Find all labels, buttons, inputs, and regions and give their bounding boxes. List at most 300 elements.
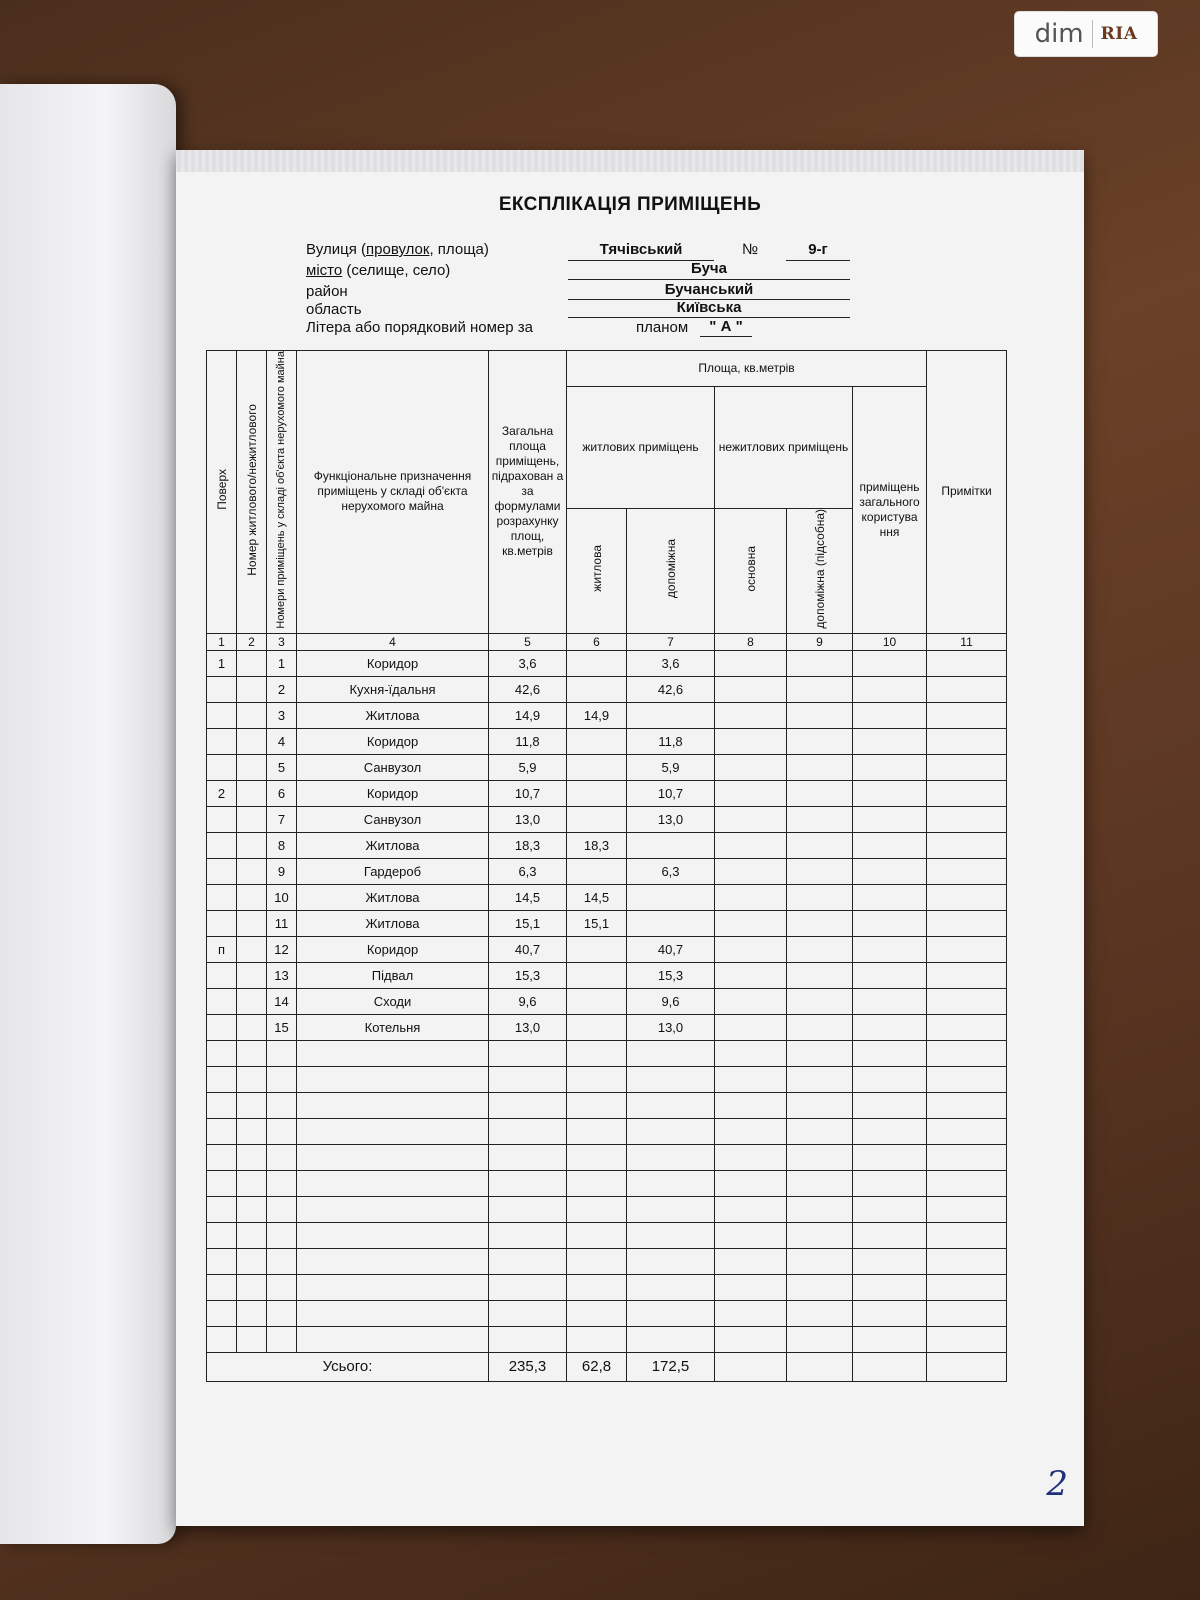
empty-cell [207, 1274, 237, 1300]
empty-cell [853, 832, 927, 858]
header-aux: допоміжна [627, 509, 715, 634]
function-cell: Житлова [297, 702, 489, 728]
empty-cell [267, 1170, 297, 1196]
empty-cell [787, 1300, 853, 1326]
room-number-cell: 3 [267, 702, 297, 728]
room-number-cell: 2 [267, 676, 297, 702]
header-main: основна [715, 509, 787, 634]
empty-cell [567, 1222, 627, 1248]
empty-cell [489, 1248, 567, 1274]
empty-cell [927, 1118, 1007, 1144]
floor-cell: 1 [207, 650, 237, 676]
empty-cell [715, 832, 787, 858]
empty-cell [715, 676, 787, 702]
empty-cell [207, 1040, 237, 1066]
number-label: № [742, 241, 759, 258]
empty-cell [787, 1118, 853, 1144]
empty-cell [927, 910, 1007, 936]
empty-cell [237, 988, 267, 1014]
street-label: Вулиця (провулок, площа) [306, 241, 489, 258]
header-residential-group: житлових приміщень [567, 387, 715, 509]
empty-cell [297, 1066, 489, 1092]
region-value: Київська [676, 299, 742, 316]
living-area-cell: 18,3 [567, 832, 627, 858]
empty-cell [237, 1170, 267, 1196]
empty-cell [237, 1222, 267, 1248]
empty-table-row [207, 1222, 1007, 1248]
empty-cell [853, 754, 927, 780]
table-row [207, 676, 1007, 702]
empty-cell [787, 884, 853, 910]
table-row [207, 858, 1007, 884]
empty-cell [627, 1274, 715, 1300]
header-common: приміщень загального користува ння [853, 387, 927, 634]
empty-cell [853, 650, 927, 676]
empty-cell [715, 1326, 787, 1352]
empty-cell [787, 1222, 853, 1248]
empty-cell [267, 1300, 297, 1326]
empty-cell [237, 832, 267, 858]
empty-cell [237, 754, 267, 780]
function-cell: Коридор [297, 780, 489, 806]
header-area-group: Площа, кв.метрів [567, 351, 927, 387]
col-number: 9 [787, 633, 853, 650]
empty-cell [567, 1300, 627, 1326]
empty-cell [927, 988, 1007, 1014]
empty-cell [567, 1248, 627, 1274]
empty-cell [927, 1014, 1007, 1040]
empty-cell [715, 962, 787, 988]
empty-cell [567, 1170, 627, 1196]
empty-cell [237, 1066, 267, 1092]
floor-cell [207, 754, 237, 780]
total-area-cell: 40,7 [489, 936, 567, 962]
empty-cell [853, 858, 927, 884]
dimria-watermark [1014, 11, 1158, 57]
room-rows [207, 650, 1007, 1040]
living-area-cell [567, 754, 627, 780]
left-page [0, 84, 176, 1544]
empty-cell [715, 728, 787, 754]
living-area-cell [567, 728, 627, 754]
empty-cell [267, 1092, 297, 1118]
empty-cell [267, 1222, 297, 1248]
living-area-cell: 14,9 [567, 702, 627, 728]
empty-cell [853, 1274, 927, 1300]
living-area-cell [567, 650, 627, 676]
explication-table [206, 350, 1007, 1382]
empty-cell [927, 1170, 1007, 1196]
empty-cell [927, 1300, 1007, 1326]
empty-table-row [207, 1118, 1007, 1144]
empty-cell [787, 832, 853, 858]
header-function: Функціональне призначення приміщень у складі об'єкта нерухомого майна [297, 351, 489, 634]
empty-cell [567, 1040, 627, 1066]
document-page [176, 150, 1084, 1526]
floor-cell [207, 806, 237, 832]
empty-cell [237, 1248, 267, 1274]
empty-cell [787, 650, 853, 676]
empty-cell [927, 650, 1007, 676]
empty-cell [787, 1170, 853, 1196]
room-number-cell: 13 [267, 962, 297, 988]
empty-cell [927, 858, 1007, 884]
empty-cell [567, 1326, 627, 1352]
totals-label: Усього: [207, 1352, 489, 1381]
empty-cell [927, 728, 1007, 754]
empty-cell [927, 832, 1007, 858]
empty-cell [787, 1274, 853, 1300]
empty-cell [627, 1092, 715, 1118]
empty-cell [853, 806, 927, 832]
aux-area-cell [627, 702, 715, 728]
room-number-cell: 9 [267, 858, 297, 884]
living-area-cell: 14,5 [567, 884, 627, 910]
empty-cell [627, 1222, 715, 1248]
city-label: місто (селище, село) [306, 262, 451, 279]
empty-cell [715, 988, 787, 1014]
totals-row [207, 1352, 1007, 1381]
total-area-cell: 13,0 [489, 1014, 567, 1040]
empty-cell [715, 884, 787, 910]
room-number-cell: 1 [267, 650, 297, 676]
empty-cell [627, 1196, 715, 1222]
living-area-cell [567, 676, 627, 702]
empty-cell [787, 806, 853, 832]
empty-cell [715, 1248, 787, 1274]
empty-cell [853, 988, 927, 1014]
empty-cell [787, 936, 853, 962]
empty-table-row [207, 1274, 1007, 1300]
total-area-cell: 9,6 [489, 988, 567, 1014]
empty-cell [267, 1144, 297, 1170]
empty-rows [207, 1040, 1007, 1352]
header-nonresidential-group: нежитлових приміщень [715, 387, 853, 509]
empty-cell [627, 1170, 715, 1196]
living-area-cell [567, 858, 627, 884]
empty-cell [237, 806, 267, 832]
empty-cell [787, 858, 853, 884]
table-row [207, 910, 1007, 936]
living-area-cell [567, 806, 627, 832]
aux-area-cell: 5,9 [627, 754, 715, 780]
empty-cell [715, 936, 787, 962]
empty-cell [627, 1248, 715, 1274]
watermark-divider [1092, 20, 1093, 48]
empty-cell [853, 780, 927, 806]
empty-cell [567, 1092, 627, 1118]
total-area-cell: 18,3 [489, 832, 567, 858]
empty-cell [237, 1274, 267, 1300]
aux-area-cell: 40,7 [627, 936, 715, 962]
empty-cell [853, 910, 927, 936]
empty-cell [237, 1092, 267, 1118]
floor-cell [207, 728, 237, 754]
empty-cell [715, 806, 787, 832]
watermark-dim: dim [1034, 19, 1084, 49]
room-number-cell: 4 [267, 728, 297, 754]
function-cell: Житлова [297, 832, 489, 858]
aux-area-cell: 13,0 [627, 1014, 715, 1040]
empty-cell [787, 1066, 853, 1092]
function-cell: Сходи [297, 988, 489, 1014]
empty-table-row [207, 1300, 1007, 1326]
aux-area-cell: 13,0 [627, 806, 715, 832]
floor-cell [207, 1014, 237, 1040]
room-number-cell: 15 [267, 1014, 297, 1040]
empty-cell [237, 1326, 267, 1352]
aux-area-cell: 3,6 [627, 650, 715, 676]
empty-cell [237, 910, 267, 936]
col-number: 4 [297, 633, 489, 650]
empty-cell [853, 702, 927, 728]
empty-cell [715, 910, 787, 936]
aux-area-cell [627, 884, 715, 910]
aux-area-cell: 42,6 [627, 676, 715, 702]
empty-cell [489, 1092, 567, 1118]
empty-table-row [207, 1092, 1007, 1118]
empty-cell [715, 780, 787, 806]
empty-cell [927, 676, 1007, 702]
function-cell: Санвузол [297, 806, 489, 832]
aux-area-cell [627, 910, 715, 936]
empty-cell [489, 1066, 567, 1092]
empty-cell [715, 1196, 787, 1222]
watermark-ria: RIA [1100, 24, 1138, 44]
empty-cell [927, 754, 1007, 780]
empty-cell [237, 1040, 267, 1066]
header-row-1 [207, 351, 1007, 387]
empty-cell [489, 1222, 567, 1248]
total-area-cell: 11,8 [489, 728, 567, 754]
empty-cell [927, 1092, 1007, 1118]
empty-cell [715, 1040, 787, 1066]
aux-area-cell: 9,6 [627, 988, 715, 1014]
table-row [207, 806, 1007, 832]
header-notes: Примітки [927, 351, 1007, 634]
col-number: 8 [715, 633, 787, 650]
page-number: 2 [1046, 1464, 1068, 1504]
empty-cell [297, 1170, 489, 1196]
empty-cell [853, 1092, 927, 1118]
empty-cell [567, 1196, 627, 1222]
table-row [207, 702, 1007, 728]
empty-cell [237, 650, 267, 676]
region-label: область [306, 301, 362, 318]
document-title: ЕКСПЛІКАЦІЯ ПРИМІЩЕНЬ [498, 194, 762, 215]
empty-cell [207, 1300, 237, 1326]
header-total: Загальна площа приміщень, підрахован а за формулами розрахунку площ, кв.метрів [489, 351, 567, 634]
empty-cell [627, 1118, 715, 1144]
empty-cell [927, 1196, 1007, 1222]
living-area-cell: 15,1 [567, 910, 627, 936]
empty-cell [297, 1300, 489, 1326]
empty-cell [627, 1326, 715, 1352]
empty-cell [853, 1222, 927, 1248]
empty-table-row [207, 1248, 1007, 1274]
aux-area-cell: 6,3 [627, 858, 715, 884]
empty-cell [207, 1118, 237, 1144]
empty-cell [715, 1066, 787, 1092]
empty-cell [627, 1066, 715, 1092]
empty-cell [787, 1196, 853, 1222]
total-area-cell: 15,1 [489, 910, 567, 936]
empty-cell [489, 1144, 567, 1170]
empty-cell [489, 1274, 567, 1300]
totals-notes [927, 1352, 1007, 1381]
header-living: житлова [567, 509, 627, 634]
empty-cell [787, 1092, 853, 1118]
empty-cell [715, 1144, 787, 1170]
function-cell: Котельня [297, 1014, 489, 1040]
empty-cell [489, 1118, 567, 1144]
empty-cell [237, 702, 267, 728]
empty-cell [853, 962, 927, 988]
empty-cell [207, 1170, 237, 1196]
empty-cell [927, 1066, 1007, 1092]
district-label: район [306, 283, 348, 300]
table-row [207, 1014, 1007, 1040]
header-aux-sub: допоміжна (підсобна) [787, 509, 853, 634]
empty-cell [237, 1196, 267, 1222]
empty-cell [853, 1118, 927, 1144]
empty-cell [207, 1144, 237, 1170]
empty-table-row [207, 1326, 1007, 1352]
empty-cell [853, 1144, 927, 1170]
function-cell: Коридор [297, 936, 489, 962]
floor-cell [207, 702, 237, 728]
empty-cell [927, 1326, 1007, 1352]
function-cell: Кухня-їдальня [297, 676, 489, 702]
empty-cell [267, 1326, 297, 1352]
empty-cell [853, 1014, 927, 1040]
empty-cell [237, 728, 267, 754]
room-number-cell: 5 [267, 754, 297, 780]
empty-cell [627, 1300, 715, 1326]
total-area-cell: 14,5 [489, 884, 567, 910]
table-row [207, 988, 1007, 1014]
empty-cell [787, 728, 853, 754]
function-cell: Підвал [297, 962, 489, 988]
floor-cell [207, 858, 237, 884]
empty-cell [715, 1300, 787, 1326]
col-number: 6 [567, 633, 627, 650]
empty-table-row [207, 1170, 1007, 1196]
empty-cell [927, 962, 1007, 988]
empty-cell [567, 1274, 627, 1300]
table-row [207, 936, 1007, 962]
empty-cell [207, 1248, 237, 1274]
empty-cell [489, 1300, 567, 1326]
totals-living: 62,8 [567, 1352, 627, 1381]
col-number: 1 [207, 633, 237, 650]
empty-cell [207, 1196, 237, 1222]
empty-cell [853, 1248, 927, 1274]
room-number-cell: 6 [267, 780, 297, 806]
empty-cell [489, 1170, 567, 1196]
empty-cell [567, 1118, 627, 1144]
room-number-cell: 10 [267, 884, 297, 910]
empty-cell [787, 910, 853, 936]
col-number: 5 [489, 633, 567, 650]
empty-cell [715, 858, 787, 884]
total-area-cell: 5,9 [489, 754, 567, 780]
empty-cell [787, 1014, 853, 1040]
living-area-cell [567, 962, 627, 988]
total-area-cell: 6,3 [489, 858, 567, 884]
empty-cell [787, 676, 853, 702]
empty-cell [715, 1092, 787, 1118]
total-area-cell: 13,0 [489, 806, 567, 832]
floor-cell [207, 832, 237, 858]
table-row [207, 780, 1007, 806]
plan-label: планом [636, 319, 689, 336]
empty-cell [787, 754, 853, 780]
empty-cell [715, 1274, 787, 1300]
empty-cell [267, 1196, 297, 1222]
empty-cell [715, 1118, 787, 1144]
empty-cell [627, 1040, 715, 1066]
empty-table-row [207, 1040, 1007, 1066]
empty-cell [853, 1040, 927, 1066]
empty-table-row [207, 1196, 1007, 1222]
empty-cell [297, 1118, 489, 1144]
city-value: Буча [691, 260, 727, 277]
empty-cell [207, 1326, 237, 1352]
room-number-cell: 14 [267, 988, 297, 1014]
empty-cell [787, 1248, 853, 1274]
empty-cell [237, 1118, 267, 1144]
table-row [207, 650, 1007, 676]
aux-area-cell: 10,7 [627, 780, 715, 806]
plan-underline [700, 336, 752, 337]
empty-table-row [207, 1144, 1007, 1170]
totals-common [853, 1352, 927, 1381]
empty-cell [567, 1144, 627, 1170]
empty-cell [853, 1326, 927, 1352]
aux-area-cell [627, 832, 715, 858]
empty-cell [787, 1040, 853, 1066]
column-number-row [207, 633, 1007, 650]
totals-aux: 172,5 [627, 1352, 715, 1381]
living-area-cell [567, 936, 627, 962]
number-value: 9-г [808, 241, 828, 258]
empty-cell [853, 1196, 927, 1222]
empty-cell [853, 1300, 927, 1326]
street-value: Тячівський [599, 241, 683, 258]
empty-cell [853, 676, 927, 702]
total-area-cell: 15,3 [489, 962, 567, 988]
empty-cell [627, 1144, 715, 1170]
empty-cell [787, 1144, 853, 1170]
empty-cell [927, 806, 1007, 832]
empty-cell [927, 1144, 1007, 1170]
total-area-cell: 42,6 [489, 676, 567, 702]
empty-cell [715, 1014, 787, 1040]
empty-cell [237, 962, 267, 988]
empty-cell [853, 728, 927, 754]
room-number-cell: 7 [267, 806, 297, 832]
function-cell: Коридор [297, 650, 489, 676]
empty-cell [237, 676, 267, 702]
header-floor: Поверх [207, 351, 237, 634]
empty-cell [297, 1040, 489, 1066]
empty-cell [207, 1066, 237, 1092]
aux-area-cell: 11,8 [627, 728, 715, 754]
empty-cell [297, 1326, 489, 1352]
function-cell: Гардероб [297, 858, 489, 884]
total-area-cell: 3,6 [489, 650, 567, 676]
